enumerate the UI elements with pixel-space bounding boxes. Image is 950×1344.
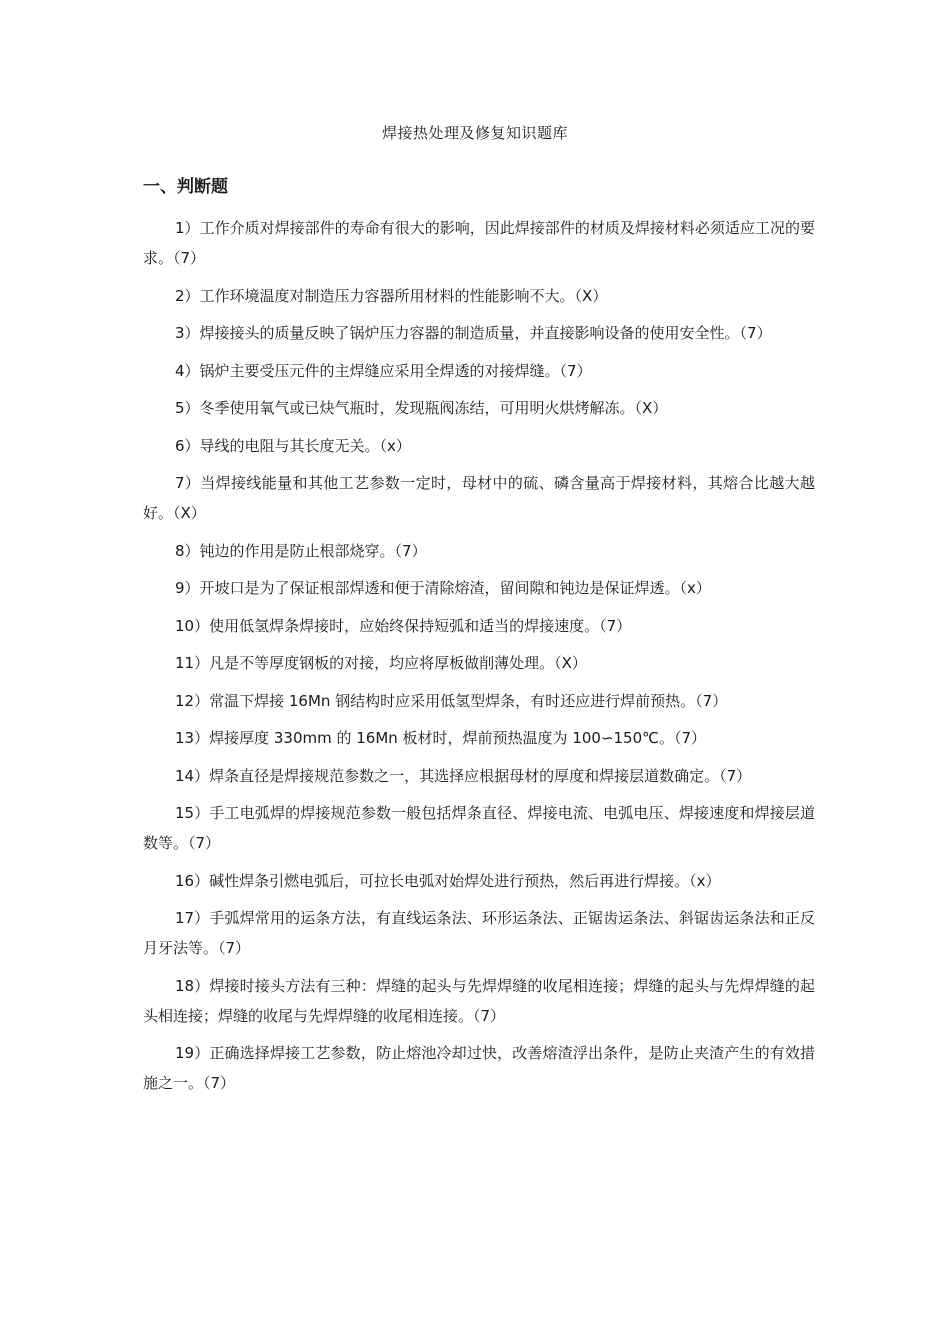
question-item: 18）焊接时接头方法有三种：焊缝的起头与先焊焊缝的收尾相连接；焊缝的起头与先焊焊缝的起头相连接；焊缝的收尾与先焊焊缝的收尾相连接。（7）	[143, 976, 815, 1025]
question-list	[143, 213, 815, 1106]
question-item: 8）钝边的作用是防止根部烧穿。（7）	[175, 541, 427, 560]
question-item: 7）当焊接线能量和其他工艺参数一定时，母材中的硫、磷含量高于焊接材料，其熔合比越大越好。（X）	[143, 474, 815, 522]
question-item: 12）常温下焊接 16Mn 钢结构时应采用低氢型焊条，有时还应进行焊前预热。（7）	[175, 691, 728, 710]
question-item: 9）开坡口是为了保证根部焊透和便于清除熔渣，留间隙和钝边是保证焊透。（x）	[175, 579, 711, 597]
question-item: 2）工作环境温度对制造压力容器所用材料的性能影响不大。（X）	[175, 286, 608, 305]
question-item: 10）使用低氢焊条焊接时，应始终保持短弧和适当的焊接速度。（7）	[175, 616, 632, 635]
question-item: 4）锅炉主要受压元件的主焊缝应采用全焊透的对接焊缝。（7）	[175, 361, 592, 380]
question-item: 6）导线的电阻与其长度无关。（x）	[175, 436, 411, 455]
question-item: 14）焊条直径是焊接规范参数之一，其选择应根据母材的厚度和焊接层道数确定。（7）	[175, 766, 752, 785]
question-item: 19）正确选择焊接工艺参数，防止熔池冷却过快，改善熔渣浮出条件，是防止夹渣产生的有效措施之一。（7）	[143, 1044, 815, 1092]
question-item: 16）碱性焊条引燃电弧后，可拉长电弧对始焊处进行预热，然后再进行焊接。（x）	[175, 871, 721, 890]
question-item: 15）手工电弧焊的焊接规范参数一般包括焊条直径、焊接电流、电弧电压、焊接速度和焊接层道数等。（7）	[143, 804, 815, 852]
document-title: 焊接热处理及修复知识题库	[381, 124, 568, 142]
question-item: 5）冬季使用氧气或已炔气瓶时，发现瓶阀冻结，可用明火烘烤解冻。（X）	[175, 399, 668, 417]
question-item: 1）工作介质对焊接部件的寿命有很大的影响，因此焊接部件的材质及焊接材料必须适应工况的要求。（7）	[143, 219, 815, 267]
question-item: 13）焊接厚度 330mm 的 16Mn 板材时，焊前预热温度为 100∽150℃。（7）	[175, 729, 707, 747]
section-heading: 一、判断题	[143, 177, 228, 197]
question-item: 11）凡是不等厚度钢板的对接，均应将厚板做削薄处理。（X）	[175, 654, 587, 672]
question-item: 17）手弧焊常用的运条方法，有直线运条法、环形运条法、正锯齿运条法、斜锯齿运条法和正反月牙法等。（7）	[143, 909, 815, 957]
question-item: 3）焊接接头的质量反映了锅炉压力容器的制造质量，并直接影响设备的使用安全性。（7）	[175, 324, 772, 342]
